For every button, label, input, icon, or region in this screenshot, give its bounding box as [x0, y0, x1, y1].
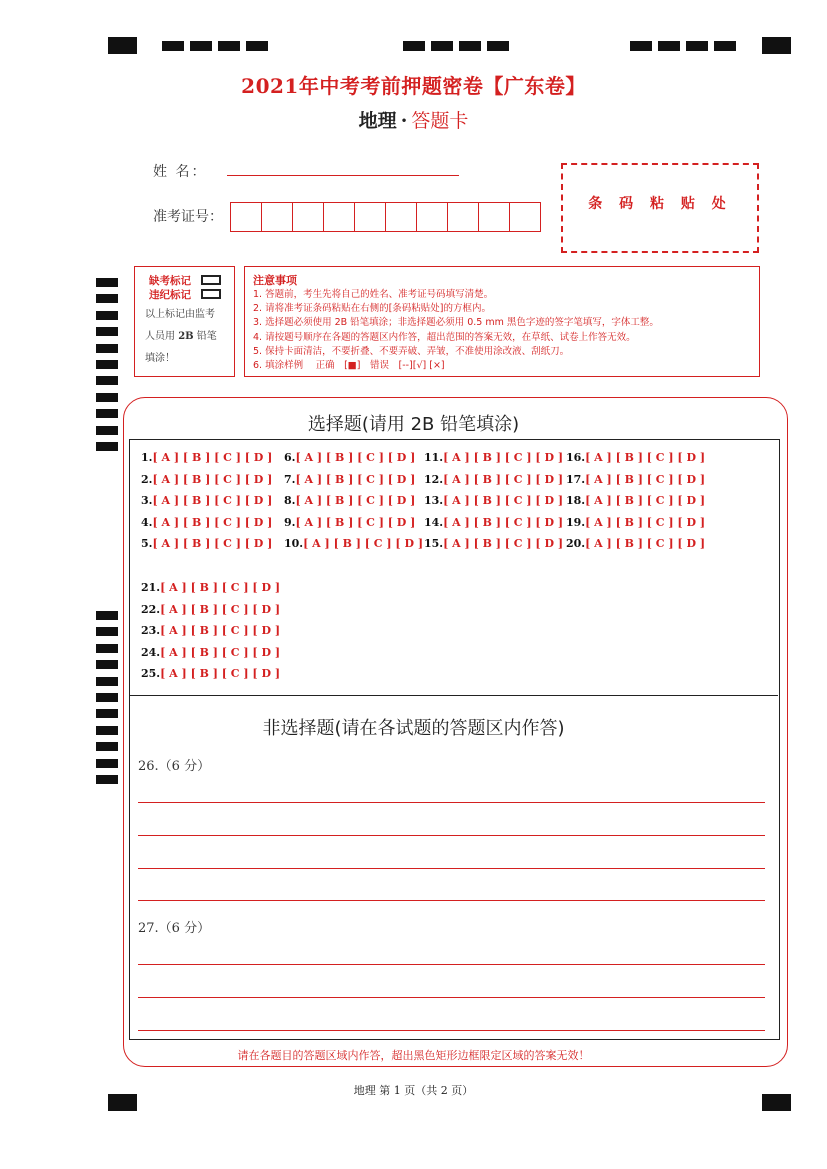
notice-item: 3. 选择题必须使用 2B 铅笔填涂；非选择题必须用 0.5 mm 黑色字迹的签字笔填写，字体工整。 [253, 317, 659, 329]
question-number: 3. [141, 494, 153, 507]
side-timing-mark [96, 278, 118, 287]
timing-mark [403, 41, 425, 51]
mcq-question-13[interactable] [424, 494, 563, 507]
answer-line[interactable] [138, 835, 765, 836]
answer-options[interactable]: [ A ] [ B ] [ C ] [ D ] [295, 473, 416, 486]
mcq-question-19[interactable] [566, 516, 705, 529]
side-timing-mark [96, 742, 118, 751]
side-timing-mark [96, 294, 118, 303]
answer-line[interactable] [138, 1030, 765, 1031]
mcq-question-15[interactable] [424, 537, 563, 550]
mcq-question-22[interactable] [141, 603, 280, 616]
answer-options[interactable]: [ A ] [ B ] [ C ] [ D ] [585, 537, 706, 550]
id-digit-box[interactable] [509, 202, 541, 232]
question-number: 4. [141, 516, 153, 529]
name-field[interactable] [227, 175, 459, 176]
question-number: 5. [141, 537, 153, 550]
answer-options[interactable]: [ A ] [ B ] [ C ] [ D ] [152, 537, 273, 550]
id-digit-box[interactable] [416, 202, 448, 232]
corner-mark-top-right [762, 37, 791, 54]
timing-mark [246, 41, 268, 51]
mcq-question-18[interactable] [566, 494, 705, 507]
side-timing-mark [96, 311, 118, 320]
answer-options[interactable]: [ A ] [ B ] [ C ] [ D ] [152, 494, 273, 507]
violation-mark-box[interactable] [201, 289, 221, 299]
answer-options[interactable]: [ A ] [ B ] [ C ] [ D ] [160, 581, 281, 594]
notice-item: 2. 请将准考证条码粘贴在右侧的[条码粘贴处]的方框内。 [253, 303, 491, 315]
side-timing-mark [96, 344, 118, 353]
barcode-label: 条 码 粘 贴 处 [588, 196, 732, 212]
notice-box [244, 266, 760, 377]
mcq-question-20[interactable] [566, 537, 705, 550]
answer-options[interactable]: [ A ] [ B ] [ C ] [ D ] [443, 451, 564, 464]
id-digit-box[interactable] [478, 202, 510, 232]
mcq-question-7[interactable] [284, 473, 415, 486]
marks-note-text: 铅笔 [196, 331, 217, 342]
side-timing-mark [96, 644, 118, 653]
question-27-title: 27.（6 分） [138, 921, 211, 936]
answer-line[interactable] [138, 802, 765, 803]
question-number: 12. [424, 473, 444, 486]
notice-item: 1. 答题前，考生先将自己的姓名、准考证号码填写清楚。 [253, 289, 494, 300]
side-timing-mark [96, 775, 118, 784]
side-timing-mark [96, 327, 118, 336]
mcq-question-25[interactable] [141, 667, 280, 680]
free-section-title: 非选择题(请在各试题的答题区内作答) [262, 718, 565, 739]
notice-item: 5. 保持卡面清洁，不要折叠、不要弄破、弄皱，不准使用涂改液、刮纸刀。 [253, 345, 570, 357]
marks-note-line1: 以上标记由监考 [145, 309, 215, 320]
marks-note-text: 人员用 [145, 331, 175, 342]
question-number: 17. [566, 473, 586, 486]
answer-options[interactable]: [ A ] [ B ] [ C ] [ D ] [585, 494, 706, 507]
page-number: 地理 第 1 页（共 2 页） [353, 1084, 474, 1097]
corner-mark-top-left [108, 37, 137, 54]
question-number: 21. [141, 581, 161, 594]
marks-note-pencil: 2B [178, 331, 194, 342]
question-number: 11. [424, 451, 444, 464]
answer-options[interactable]: [ A ] [ B ] [ C ] [ D ] [443, 494, 564, 507]
side-timing-mark [96, 677, 118, 686]
mcq-question-14[interactable] [424, 516, 563, 529]
answer-line[interactable] [138, 997, 765, 998]
barcode-area [561, 163, 759, 253]
answer-options[interactable]: [ A ] [ B ] [ C ] [ D ] [152, 451, 273, 464]
side-timing-mark [96, 759, 118, 768]
question-number: 23. [141, 624, 161, 638]
separator-dot: · [400, 110, 408, 132]
mcq-question-24[interactable] [141, 646, 280, 659]
exam-id-boxes[interactable] [231, 202, 541, 232]
question-number: 1. [141, 451, 153, 464]
id-digit-box[interactable] [261, 202, 293, 232]
mcq-section-title: 选择题(请用 2B 铅笔填涂) [307, 414, 520, 435]
question-number: 9. [284, 516, 296, 529]
question-number: 25. [141, 667, 161, 681]
answer-options[interactable]: [ A ] [ B ] [ C ] [ D ] [160, 602, 281, 616]
question-number: 24. [141, 645, 161, 659]
question-number: 16. [566, 451, 586, 464]
notice-item: 6. 填涂样例 正确 [■] 错误 [--][√] [×] [253, 360, 445, 372]
answer-options[interactable]: [ A ] [ B ] [ C ] [ D ] [443, 516, 564, 529]
mcq-question-6[interactable] [284, 451, 415, 464]
boundary-note: 请在各题目的答题区域内作答，超出黑色矩形边框限定区域的答案无效！ [237, 1049, 590, 1062]
mcq-question-5[interactable] [141, 537, 272, 550]
mcq-question-4[interactable] [141, 516, 272, 529]
mcq-question-12[interactable] [424, 473, 563, 486]
answer-options[interactable]: [ A ] [ B ] [ C ] [ D ] [585, 473, 706, 486]
answer-line[interactable] [138, 964, 765, 965]
id-digit-box[interactable] [447, 202, 479, 232]
id-digit-box[interactable] [292, 202, 324, 232]
question-number: 13. [424, 494, 444, 507]
side-timing-mark [96, 376, 118, 385]
side-timing-mark [96, 693, 118, 702]
timing-mark [714, 41, 736, 51]
notice-item: 4. 请按题号顺序在各题的答题区内作答，超出范围的答案无效，在草纸、试卷上作答无效。 [253, 331, 636, 343]
timing-mark [630, 41, 652, 51]
timing-mark [487, 41, 509, 51]
subject-name: 地理 [358, 110, 397, 132]
card-label: 答题卡 [411, 110, 469, 132]
mcq-question-21[interactable] [141, 581, 280, 594]
side-timing-mark [96, 393, 118, 402]
mcq-question-9[interactable] [284, 516, 415, 529]
marks-note-line2 [145, 327, 217, 342]
absent-mark-box[interactable] [201, 275, 221, 285]
timing-mark [686, 41, 708, 51]
id-label: 准考证号： [153, 209, 223, 225]
answer-options[interactable]: [ A ] [ B ] [ C ] [ D ] [160, 645, 281, 659]
answer-options[interactable]: [ A ] [ B ] [ C ] [ D ] [295, 516, 416, 529]
mcq-question-1[interactable] [141, 451, 272, 464]
timing-mark [162, 41, 184, 51]
section-divider [129, 695, 778, 696]
mcq-question-10[interactable] [284, 537, 423, 550]
side-timing-mark [96, 360, 118, 369]
mcq-question-2[interactable] [141, 473, 272, 486]
answer-options[interactable]: [ A ] [ B ] [ C ] [ D ] [443, 537, 564, 550]
question-number: 2. [141, 473, 153, 486]
id-digit-box[interactable] [230, 202, 262, 232]
answer-options[interactable]: [ A ] [ B ] [ C ] [ D ] [443, 473, 564, 486]
mcq-question-11[interactable] [424, 451, 563, 464]
question-number: 10. [284, 537, 304, 550]
side-timing-mark [96, 611, 118, 620]
question-number: 14. [424, 516, 444, 529]
card-subtitle [0, 106, 827, 133]
absent-mark-label: 缺考标记 [149, 275, 191, 287]
id-digit-box[interactable] [385, 202, 417, 232]
timing-mark [431, 41, 453, 51]
timing-mark [190, 41, 212, 51]
answer-options[interactable]: [ A ] [ B ] [ C ] [ D ] [295, 494, 416, 507]
question-26-title: 26.（6 分） [138, 759, 211, 774]
question-number: 6. [284, 451, 296, 464]
mcq-question-17[interactable] [566, 473, 705, 486]
answer-options[interactable]: [ A ] [ B ] [ C ] [ D ] [160, 624, 281, 638]
answer-options[interactable]: [ A ] [ B ] [ C ] [ D ] [585, 451, 706, 464]
question-number: 8. [284, 494, 296, 507]
question-number: 15. [424, 537, 444, 550]
answer-options[interactable]: [ A ] [ B ] [ C ] [ D ] [152, 516, 273, 529]
answer-line[interactable] [138, 868, 765, 869]
supervisor-marks-box [134, 266, 235, 377]
name-label: 姓 名： [153, 164, 208, 180]
exam-title: 2021年中考考前押题密卷【广东卷】 [241, 74, 586, 98]
answer-options[interactable]: [ A ] [ B ] [ C ] [ D ] [152, 473, 273, 486]
answer-options[interactable]: [ A ] [ B ] [ C ] [ D ] [295, 451, 416, 464]
question-number: 19. [566, 516, 586, 529]
question-number: 20. [566, 537, 586, 550]
timing-mark [459, 41, 481, 51]
question-number: 22. [141, 602, 161, 616]
id-digit-box[interactable] [323, 202, 355, 232]
answer-options[interactable]: [ A ] [ B ] [ C ] [ D ] [585, 516, 706, 529]
side-timing-mark [96, 442, 118, 451]
mcq-question-3[interactable] [141, 494, 272, 507]
mcq-question-16[interactable] [566, 451, 705, 464]
answer-options[interactable]: [ A ] [ B ] [ C ] [ D ] [160, 667, 281, 681]
answer-options[interactable]: [ A ] [ B ] [ C ] [ D ] [303, 537, 424, 550]
violation-mark-label: 违纪标记 [149, 289, 191, 301]
side-timing-mark [96, 660, 118, 669]
mcq-question-23[interactable] [141, 624, 280, 637]
answer-line[interactable] [138, 900, 765, 901]
mcq-question-8[interactable] [284, 494, 415, 507]
side-timing-mark [96, 627, 118, 636]
timing-mark [218, 41, 240, 51]
timing-mark [658, 41, 680, 51]
question-number: 18. [566, 494, 586, 507]
notice-heading: 注意事项 [253, 274, 297, 287]
question-number: 7. [284, 473, 296, 486]
id-digit-box[interactable] [354, 202, 386, 232]
marks-note-line3: 填涂！ [145, 353, 175, 364]
